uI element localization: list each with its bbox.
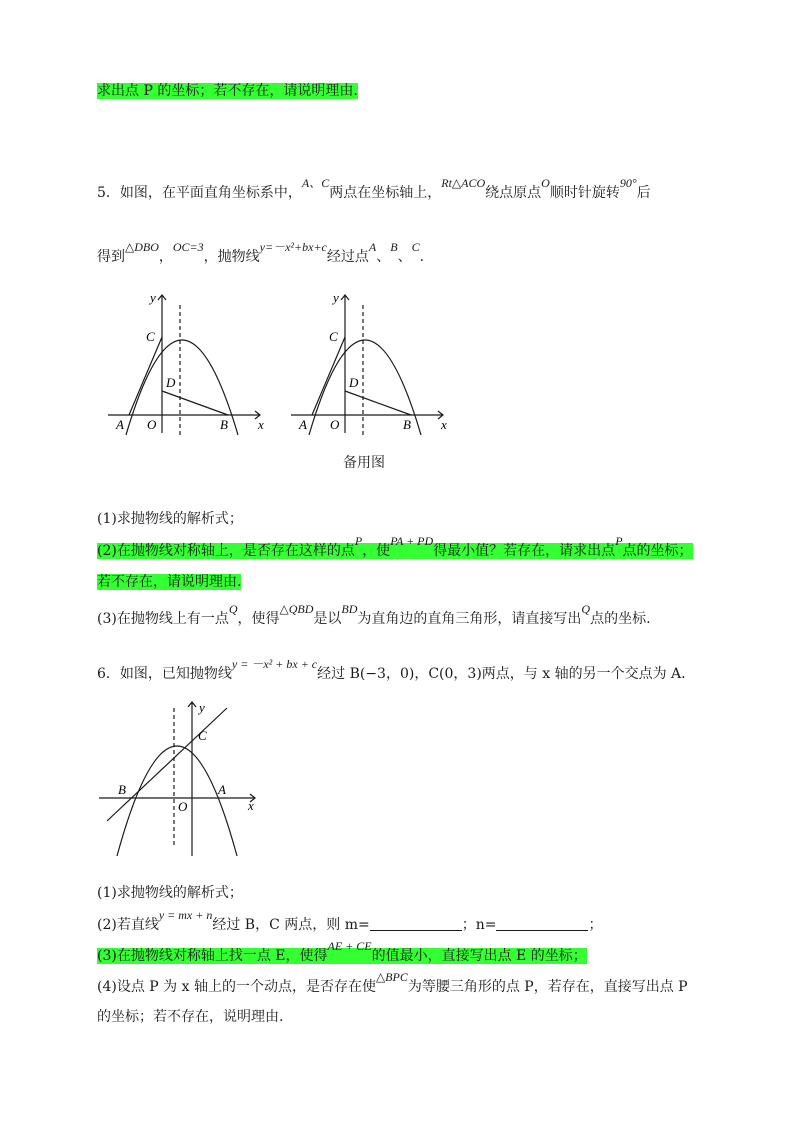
q5-figure-main bbox=[100, 285, 270, 445]
point-d-label: D bbox=[166, 375, 176, 390]
point-b-label: B bbox=[220, 417, 228, 432]
answer-blank-m[interactable] bbox=[370, 916, 462, 931]
q6-sub4: (4)设点 P 为 x 轴上的一个动点，是否存在使△BPC为等腰三角形的点 P，若存在，直接写出点 P bbox=[97, 970, 688, 995]
point-a-label: A bbox=[218, 782, 226, 797]
q6-figure bbox=[95, 698, 270, 858]
point-d-label: D bbox=[349, 375, 359, 390]
q5-sub1: (1)求抛物线的解析式； bbox=[97, 511, 243, 527]
q6-sub1: (1)求抛物线的解析式； bbox=[97, 885, 243, 901]
x-axis-label: x bbox=[248, 798, 254, 813]
origin-label: O bbox=[330, 417, 340, 432]
point-c-label: C bbox=[329, 329, 338, 344]
q5-intro: 5．如图，在平面直角坐标系中，A、C两点在坐标轴上，Rt△ACO绕点原点O顺时针旋转90°后 bbox=[97, 176, 651, 201]
q5-figure-spare bbox=[283, 285, 453, 445]
q6-sub4-cont: 的坐标；若不存在，说明理由. bbox=[97, 1009, 284, 1025]
origin-label: O bbox=[147, 417, 157, 432]
q4-tail bbox=[97, 80, 358, 100]
point-a-label: A bbox=[116, 417, 124, 432]
point-a-label: A bbox=[299, 417, 307, 432]
point-b-label: B bbox=[118, 782, 126, 797]
x-axis-label: x bbox=[441, 417, 447, 432]
q6-intro: 6．如图，已知抛物线y = －x² + bx + c经过 B(−3，0)，C(0，3)两点，与 x 轴的另一个交点为 A. bbox=[97, 657, 686, 682]
y-axis-label: y bbox=[150, 290, 156, 305]
q6-sub3: (3)在抛物线对称轴上找一点 E，使得AE + CE的值最小，直接写出点 E 的坐标； bbox=[97, 939, 587, 964]
q4-tail-text: 求出点 P 的坐标；若不存在，请说明理由. bbox=[97, 83, 358, 99]
point-c-label: C bbox=[146, 329, 155, 344]
q5-sub2-cont: 若不存在，请说明理由. bbox=[97, 574, 242, 590]
origin-label: O bbox=[178, 799, 188, 814]
q5-sub2: (2)在抛物线对称轴上，是否存在这样的点P，使PA + PD得最小值？若存在，请求出点P点的坐标； bbox=[97, 534, 693, 559]
point-c-label: C bbox=[198, 728, 207, 743]
x-axis-label: x bbox=[258, 417, 264, 432]
y-axis-label: y bbox=[199, 700, 205, 715]
answer-blank-n[interactable] bbox=[496, 916, 588, 931]
figure-caption: 备用图 bbox=[343, 455, 385, 471]
q5-intro-line2: 得到△DBO，OC=3，抛物线y=－x²+bx+c经过点A、B、C. bbox=[97, 240, 425, 265]
q5-sub3: (3)在抛物线上有一点Q，使得△QBD是以BD为直角边的直角三角形，请直接写出Q点的坐标. bbox=[97, 602, 651, 627]
point-b-label: B bbox=[403, 417, 411, 432]
q6-sub2: (2)若直线y = mx + n经过 B，C 两点，则 m= ；n= ； bbox=[97, 908, 603, 933]
y-axis-label: y bbox=[333, 290, 339, 305]
